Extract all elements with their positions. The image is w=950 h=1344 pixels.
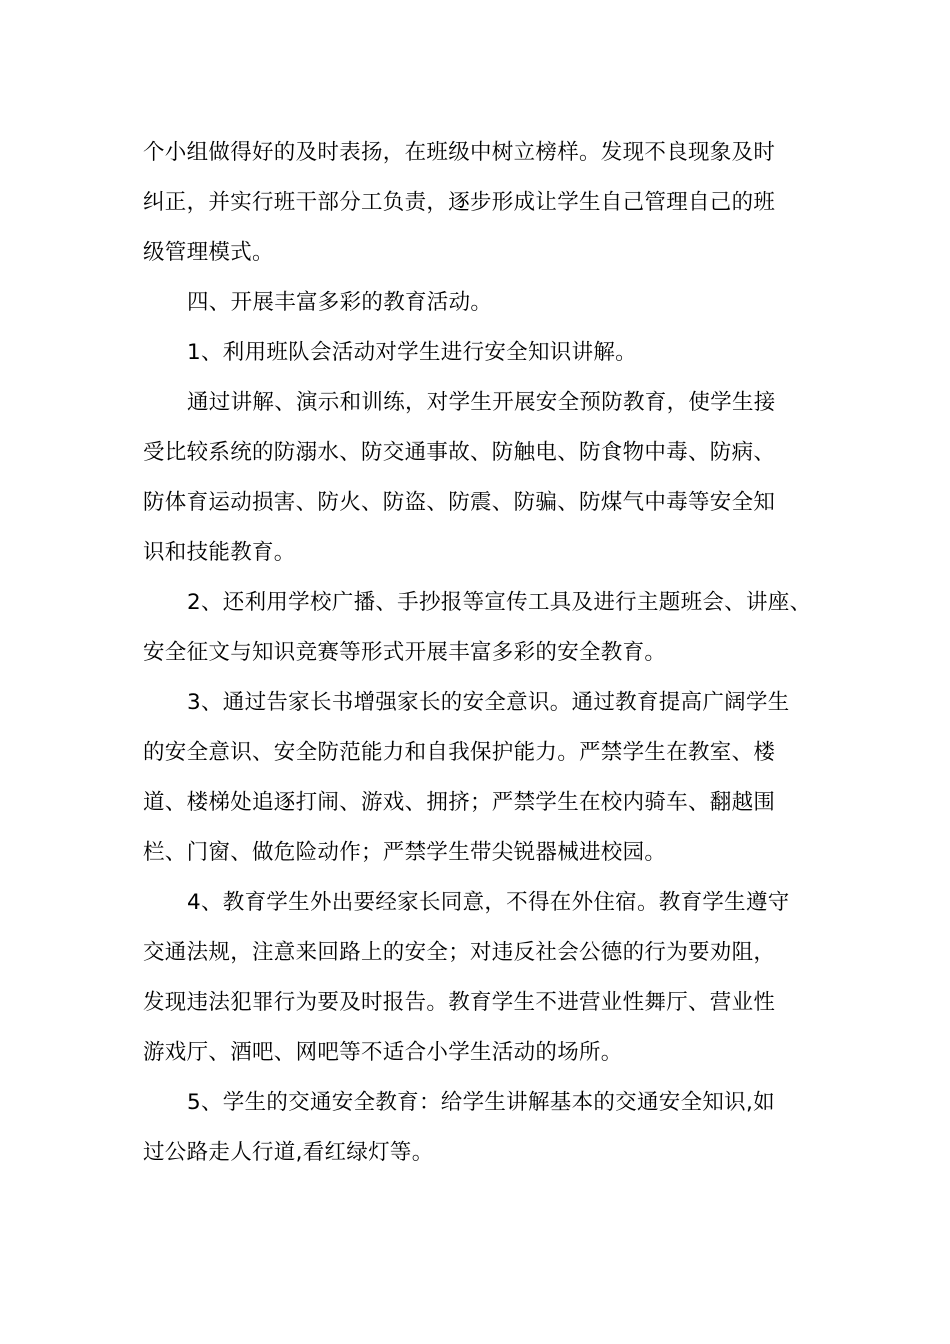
text-line: 防体育运动损害、防火、防盗、防震、防骗、防煤气中毒等安全知 — [143, 490, 776, 515]
list-item-2 — [143, 578, 823, 678]
text-line: 2、还利用学校广播、手抄报等宣传工具及进行主题班会、讲座、 — [187, 590, 812, 615]
section-heading-4 — [143, 278, 823, 328]
text-line: 纠正，并实行班干部分工负责，逐步形成让学生自己管理自己的班 — [143, 190, 776, 215]
text-line: 交通法规，注意来回路上的安全；对违反社会公德的行为要劝阻， — [143, 940, 776, 965]
text-line: 道、楼梯处追逐打闹、游戏、拥挤；严禁学生在校内骑车、翻越围 — [143, 790, 776, 815]
text-line: 的安全意识、安全防范能力和自我保护能力。严禁学生在教室、楼 — [143, 740, 776, 765]
text-line: 受比较系统的防溺水、防交通事故、防触电、防食物中毒、防病、 — [143, 440, 776, 465]
text-line: 5、学生的交通安全教育：给学生讲解基本的交通安全知识,如 — [187, 1090, 775, 1115]
text-line: 个小组做得好的及时表扬，在班级中树立榜样。发现不良现象及时 — [143, 140, 776, 165]
text-line: 安全征文与知识竞赛等形式开展丰富多彩的安全教育。 — [143, 640, 667, 665]
text-line: 游戏厅、酒吧、网吧等不适合小学生活动的场所。 — [143, 1040, 623, 1065]
text-line: 发现违法犯罪行为要及时报告。教育学生不进营业性舞厅、营业性 — [143, 990, 776, 1015]
list-item-1-heading — [143, 328, 823, 378]
text-line: 1、利用班队会活动对学生进行安全知识讲解。 — [187, 340, 637, 365]
document-body — [143, 128, 823, 1178]
text-line: 栏、门窗、做危险动作；严禁学生带尖锐器械进校园。 — [143, 840, 667, 865]
text-line: 识和技能教育。 — [143, 540, 296, 565]
paragraph-continuation — [143, 128, 823, 278]
text-line: 3、通过告家长书增强家长的安全意识。通过教育提高广阔学生 — [187, 690, 790, 715]
text-line: 通过讲解、演示和训练，对学生开展安全预防教育，使学生接 — [187, 390, 776, 415]
list-item-5 — [143, 1078, 823, 1178]
text-line: 4、教育学生外出要经家长同意，不得在外住宿。教育学生遵守 — [187, 890, 790, 915]
list-item-4 — [143, 878, 823, 1078]
list-item-3 — [143, 678, 823, 878]
heading-line: 四、开展丰富多彩的教育活动。 — [187, 290, 493, 315]
list-item-1-body — [143, 378, 823, 578]
text-line: 过公路走人行道,看红绿灯等。 — [143, 1140, 434, 1165]
text-line: 级管理模式。 — [143, 240, 274, 265]
